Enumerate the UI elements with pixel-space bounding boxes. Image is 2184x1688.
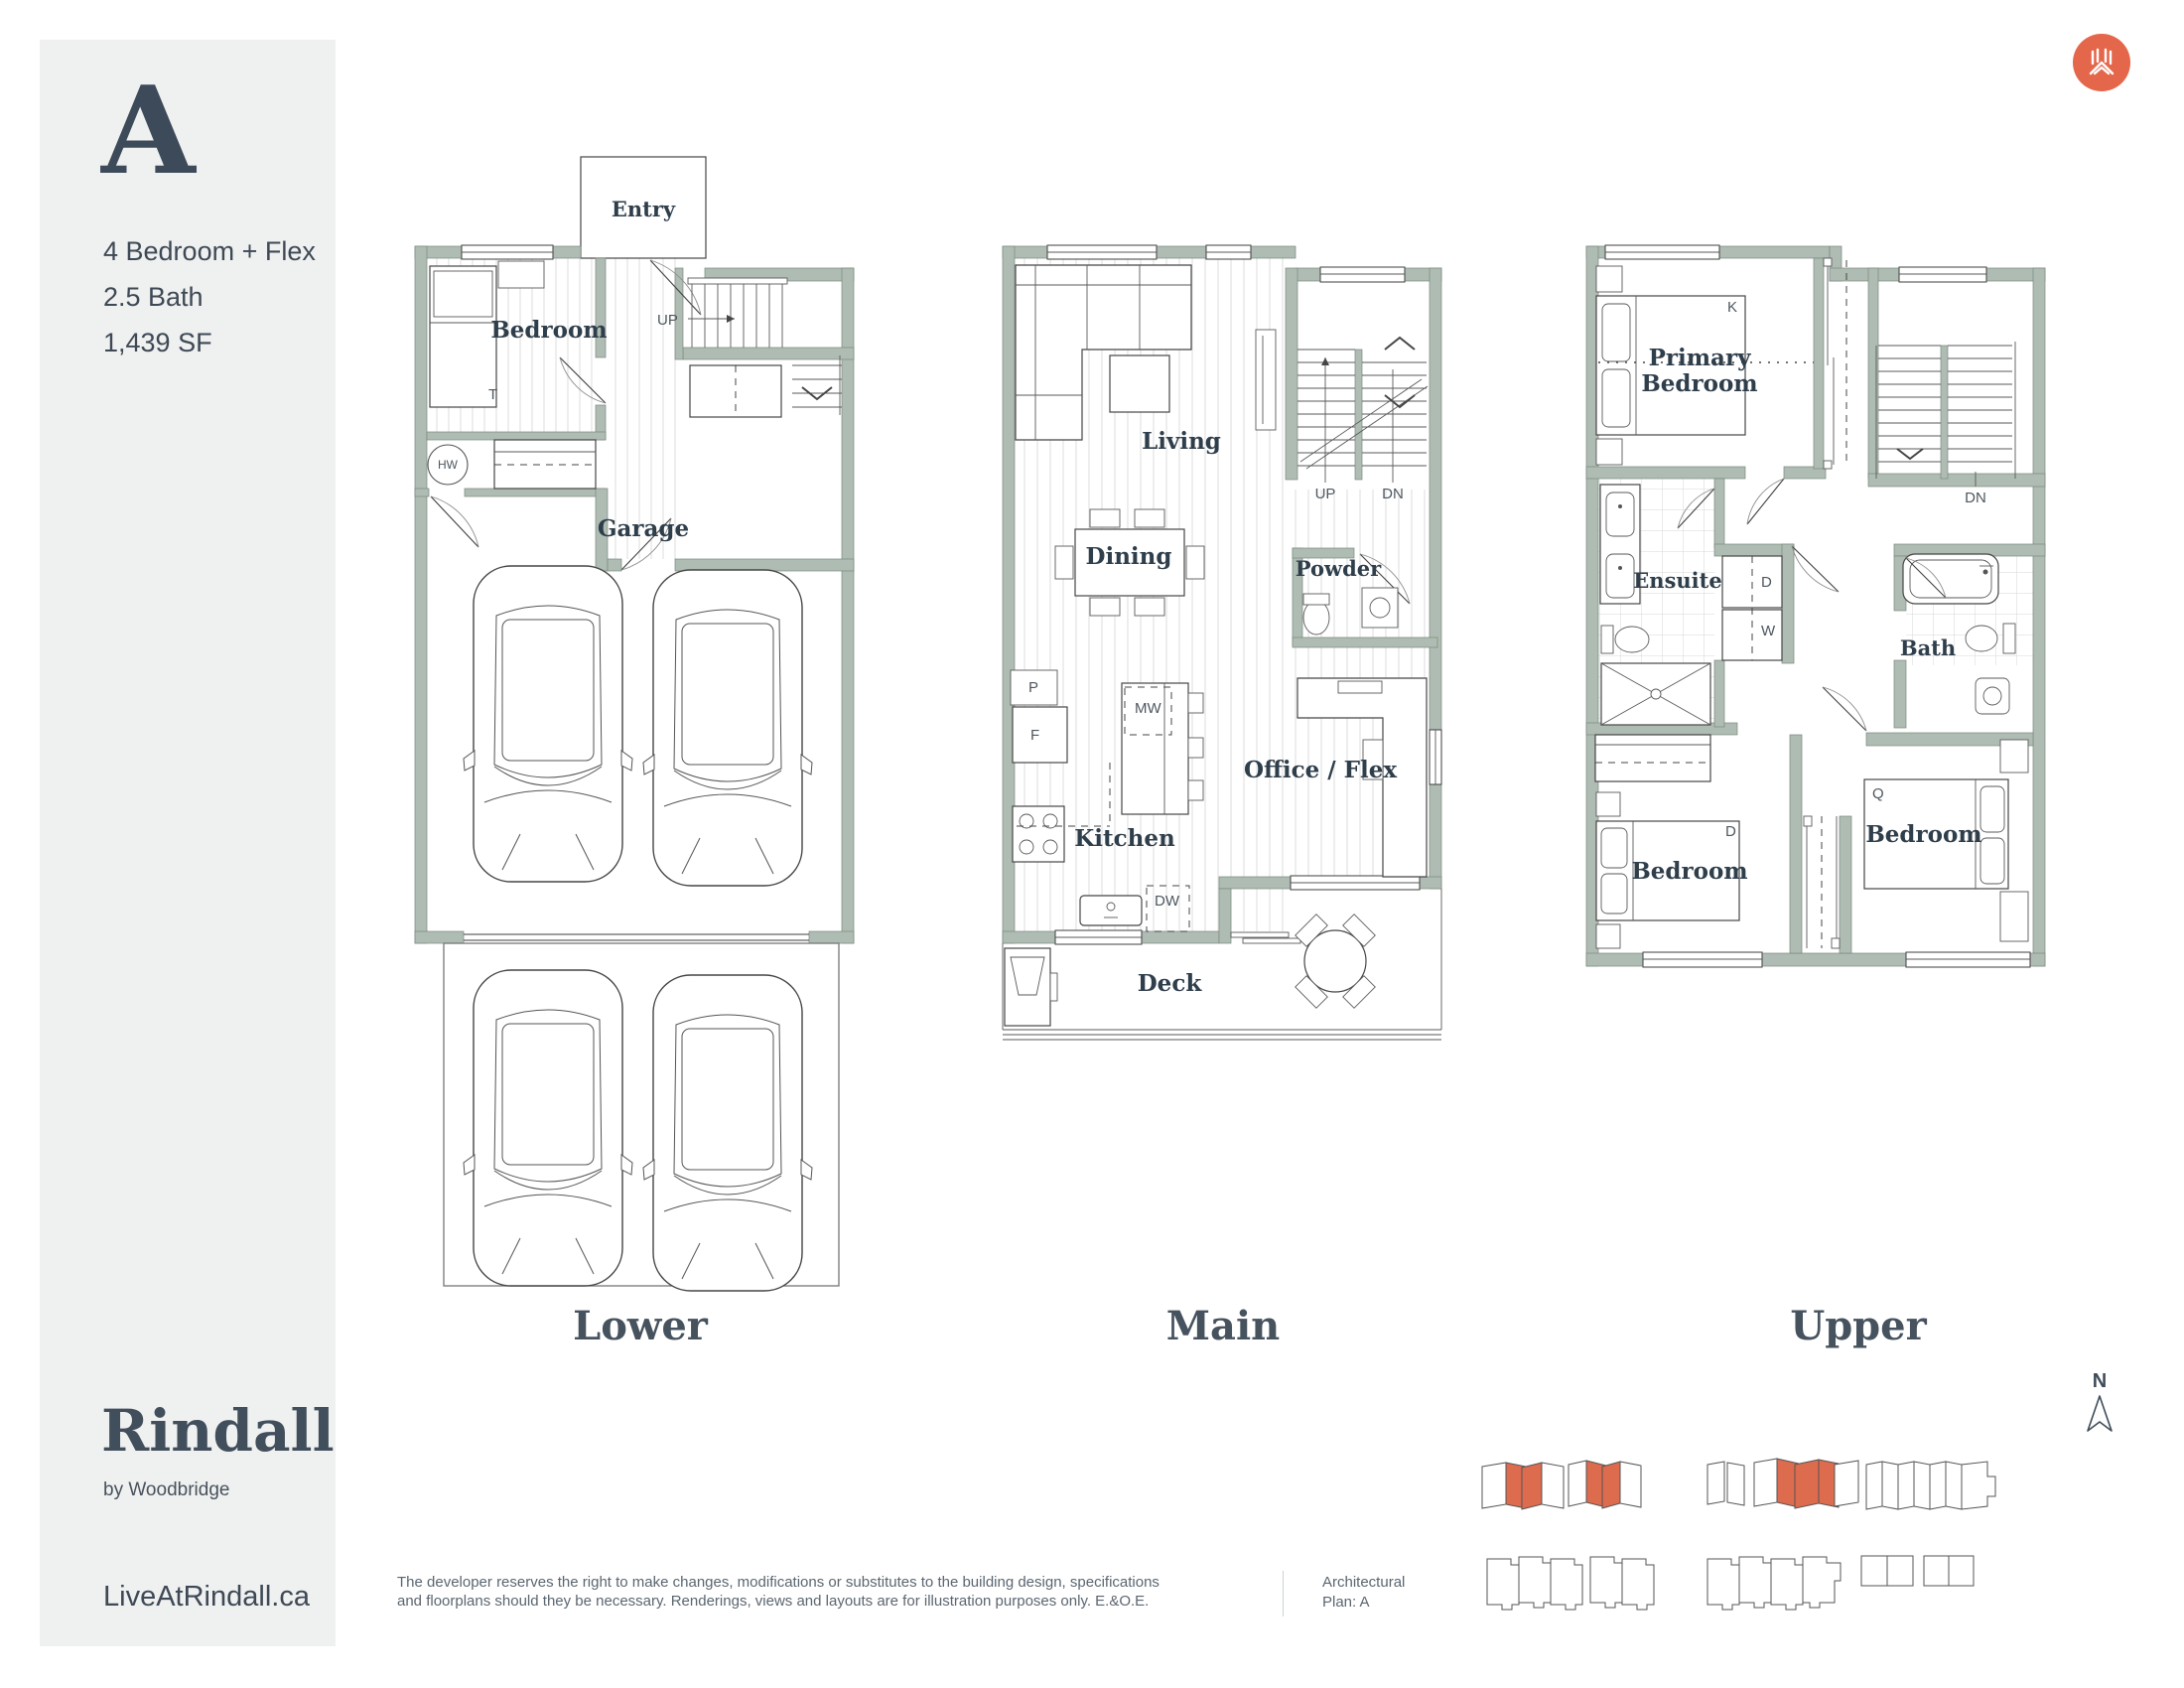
keyplan-row-lower (1487, 1556, 1974, 1610)
deck-label: Deck (1137, 970, 1202, 997)
dishwasher-label: DW (1155, 893, 1179, 910)
king-bed-label: K (1727, 299, 1738, 316)
north-label: N (2092, 1370, 2108, 1392)
logo-mark (2084, 45, 2119, 80)
kitchen-label: Kitchen (1074, 825, 1175, 852)
ensuite-label: Ensuite (1633, 568, 1722, 593)
hot-water-label: HW (438, 458, 458, 472)
lower-up-label: UP (657, 312, 678, 329)
upper-title: Upper (1790, 1303, 1927, 1349)
living-label: Living (1142, 428, 1221, 455)
garage-label: Garage (597, 515, 690, 542)
site-keyplan (1479, 1445, 2055, 1658)
website-link[interactable]: LiveAtRindall.ca (103, 1581, 310, 1613)
dryer-label: D (1761, 574, 1772, 591)
microwave-label: MW (1135, 700, 1161, 717)
disclaimer-text (397, 1573, 1251, 1611)
arch-line-2: Plan: A (1322, 1594, 1370, 1611)
double-bed-label: D (1725, 823, 1736, 840)
main-title: Main (1165, 1303, 1281, 1349)
disclaimer-line-2: and floorplans should they be necessary. Renderings, views and layouts are for illustration purposes only. E.&O.E. (397, 1593, 1150, 1610)
dining-label: Dining (1085, 543, 1172, 570)
main-up-label: UP (1314, 486, 1336, 502)
entry-label: Entry (611, 197, 676, 221)
architectural-plan-note (1322, 1573, 1405, 1613)
left-bedroom-label: Bedroom (1631, 858, 1748, 885)
powder-label: Powder (1295, 556, 1382, 581)
feature-bedrooms: 4 Bedroom + Flex (103, 236, 316, 266)
feature-area: 1,439 SF (103, 328, 212, 357)
main-floorplan (993, 238, 1459, 1048)
plan-letter: A (101, 59, 196, 202)
twin-bed-label: T (488, 386, 498, 403)
lower-bedroom-label: Bedroom (490, 317, 608, 344)
lower-floorplan (407, 149, 874, 1350)
washer-label: W (1761, 623, 1776, 639)
pantry-label: P (1028, 679, 1039, 696)
feature-baths: 2.5 Bath (103, 282, 204, 312)
fridge-label: F (1030, 727, 1040, 744)
brand-wordmark: Rindall (101, 1397, 335, 1465)
arch-line-1: Architectural (1322, 1574, 1406, 1591)
bath-label: Bath (1899, 635, 1957, 660)
primary-bedroom-label-2: Bedroom (1641, 370, 1758, 397)
north-indicator (2075, 1370, 2124, 1440)
woodbridge-monogram-icon[interactable] (2073, 34, 2130, 91)
office-flex-label: Office / Flex (1243, 757, 1398, 783)
queen-bed-label: Q (1872, 785, 1884, 802)
primary-bedroom-label-1: Primary (1648, 345, 1751, 371)
keyplan-row-upper (1482, 1459, 1995, 1509)
disclaimer-line-1: The developer reserves the right to make changes, modifications or substitutes to the building design, specifications (397, 1574, 1160, 1591)
footer-divider (1283, 1571, 1284, 1617)
right-bedroom-label: Bedroom (1865, 821, 1982, 848)
upper-dn-label: DN (1965, 490, 1986, 506)
main-dn-label: DN (1382, 486, 1404, 502)
brand-subtitle: by Woodbridge (103, 1479, 230, 1500)
upper-floorplan (1578, 238, 2055, 993)
sidebar (40, 40, 336, 1646)
north-arrow-icon (2085, 1393, 2115, 1435)
lower-title: Lower (573, 1303, 708, 1349)
plan-features (103, 228, 316, 365)
